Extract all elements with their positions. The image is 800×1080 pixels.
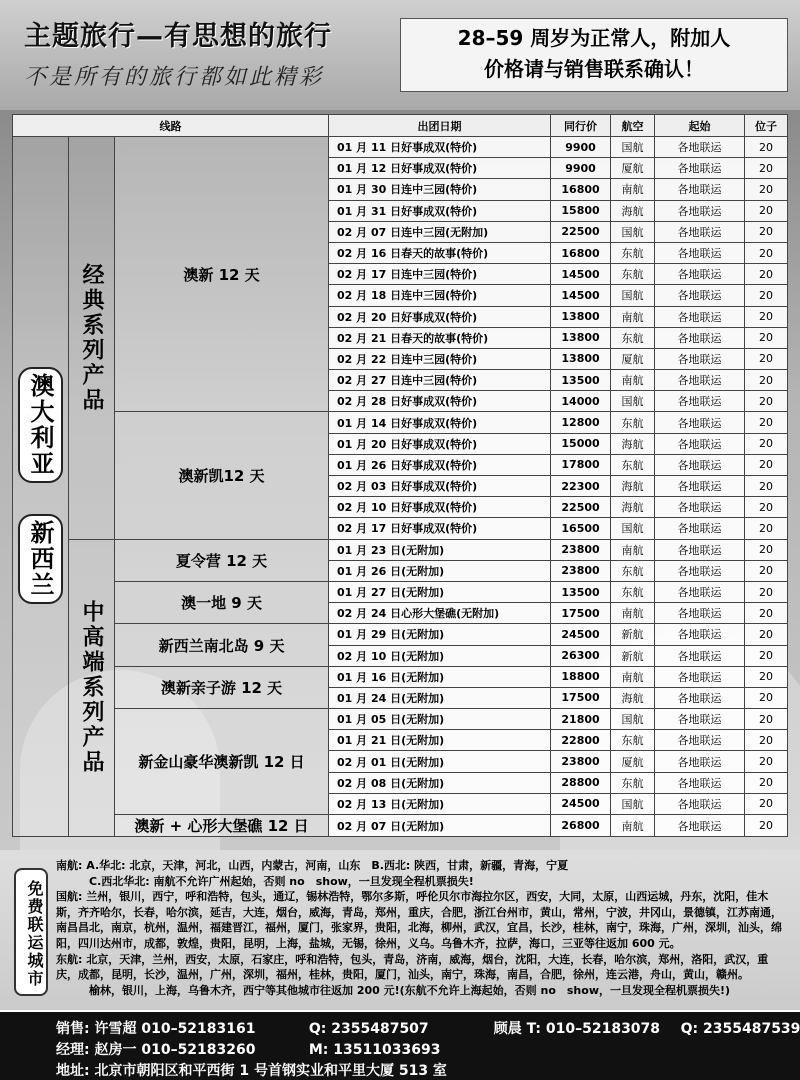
departure-date: 01 月 27 日(无附加) bbox=[329, 581, 551, 602]
series-cell-premium bbox=[69, 539, 115, 836]
seat-count: 20 bbox=[745, 624, 788, 645]
start-city: 各地联运 bbox=[655, 221, 745, 242]
manager-mobile: M: 13511033693 bbox=[308, 1042, 441, 1058]
departure-date: 02 月 03 日好事成双(特价) bbox=[329, 476, 551, 497]
airline: 海航 bbox=[611, 200, 655, 221]
seat-count: 20 bbox=[745, 815, 788, 837]
table-row bbox=[13, 624, 788, 645]
seat-count: 20 bbox=[745, 581, 788, 602]
departure-date: 01 月 30 日连中三园(特价) bbox=[329, 179, 551, 200]
route-name: 澳新 12 天 bbox=[115, 137, 329, 412]
start-city: 各地联运 bbox=[655, 348, 745, 369]
header-banner bbox=[0, 0, 800, 110]
region-label-newzealand: 新西兰 bbox=[18, 514, 63, 604]
start-city: 各地联运 bbox=[655, 666, 745, 687]
seat-count: 20 bbox=[745, 645, 788, 666]
col-header-airline: 航空 bbox=[611, 115, 655, 137]
route-table-section bbox=[0, 110, 800, 850]
route-name: 澳新亲子游 12 天 bbox=[115, 666, 329, 708]
seat-count: 20 bbox=[745, 433, 788, 454]
seat-count: 20 bbox=[745, 666, 788, 687]
sales-contact-2: 顾晨 T: 010–52183078 bbox=[493, 1021, 661, 1037]
departure-date: 01 月 31 日好事成双(特价) bbox=[329, 200, 551, 221]
free-transfer-title: 免费联运城市 bbox=[14, 868, 48, 996]
table-row bbox=[13, 581, 788, 602]
trade-price: 17800 bbox=[551, 454, 611, 475]
airline: 新航 bbox=[611, 645, 655, 666]
col-header-date: 出团日期 bbox=[329, 115, 551, 137]
trade-price: 12800 bbox=[551, 412, 611, 433]
manager-contact: 经理: 赵房一 010–52183260 bbox=[56, 1042, 256, 1058]
slogan-sub: 不是所有的旅行都如此精彩 bbox=[24, 65, 325, 90]
airline: 南航 bbox=[611, 603, 655, 624]
airline: 东航 bbox=[611, 560, 655, 581]
start-city: 各地联运 bbox=[655, 815, 745, 837]
seat-count: 20 bbox=[745, 709, 788, 730]
seat-count: 20 bbox=[745, 518, 788, 539]
free-transfer-section bbox=[0, 850, 800, 1010]
departure-date: 02 月 22 日连中三园(特价) bbox=[329, 348, 551, 369]
seat-count: 20 bbox=[745, 603, 788, 624]
col-header-route: 线路 bbox=[13, 115, 329, 137]
airline: 国航 bbox=[611, 137, 655, 158]
route-name: 新金山豪华澳新凯 12 日 bbox=[115, 709, 329, 815]
departure-date: 02 月 07 日(无附加) bbox=[329, 815, 551, 837]
start-city: 各地联运 bbox=[655, 539, 745, 560]
start-city: 各地联运 bbox=[655, 327, 745, 348]
trade-price: 17500 bbox=[551, 687, 611, 708]
airline: 南航 bbox=[611, 370, 655, 391]
trade-price: 17500 bbox=[551, 603, 611, 624]
trade-price: 23800 bbox=[551, 751, 611, 772]
departure-date: 02 月 16 日春天的故事(特价) bbox=[329, 242, 551, 263]
trade-price: 9900 bbox=[551, 137, 611, 158]
departure-date: 02 月 21 日春天的故事(特价) bbox=[329, 327, 551, 348]
trade-price: 16800 bbox=[551, 242, 611, 263]
airline: 海航 bbox=[611, 433, 655, 454]
table-row bbox=[13, 412, 788, 433]
departure-date: 01 月 05 日(无附加) bbox=[329, 709, 551, 730]
trade-price: 15800 bbox=[551, 200, 611, 221]
seat-count: 20 bbox=[745, 497, 788, 518]
airline: 东航 bbox=[611, 412, 655, 433]
start-city: 各地联运 bbox=[655, 476, 745, 497]
start-city: 各地联运 bbox=[655, 242, 745, 263]
trade-price: 26800 bbox=[551, 815, 611, 837]
trade-price: 16500 bbox=[551, 518, 611, 539]
airline: 国航 bbox=[611, 709, 655, 730]
col-header-price: 同行价 bbox=[551, 115, 611, 137]
departure-date: 02 月 08 日(无附加) bbox=[329, 772, 551, 793]
notice-line-1: 28–59 周岁为正常人，附加人 bbox=[457, 26, 731, 50]
airline: 海航 bbox=[611, 476, 655, 497]
start-city: 各地联运 bbox=[655, 730, 745, 751]
seat-count: 20 bbox=[745, 560, 788, 581]
seat-count: 20 bbox=[745, 158, 788, 179]
seat-count: 20 bbox=[745, 221, 788, 242]
trade-price: 13500 bbox=[551, 370, 611, 391]
start-city: 各地联运 bbox=[655, 560, 745, 581]
trade-price: 23800 bbox=[551, 539, 611, 560]
col-header-start: 起始 bbox=[655, 115, 745, 137]
series-label-premium: 中高端系列产品 bbox=[79, 600, 104, 776]
series-cell-classic bbox=[69, 137, 115, 540]
seat-count: 20 bbox=[745, 730, 788, 751]
seat-count: 20 bbox=[745, 412, 788, 433]
start-city: 各地联运 bbox=[655, 581, 745, 602]
seat-count: 20 bbox=[745, 179, 788, 200]
trade-price: 13800 bbox=[551, 306, 611, 327]
airline: 国航 bbox=[611, 391, 655, 412]
start-city: 各地联运 bbox=[655, 412, 745, 433]
trade-price: 13800 bbox=[551, 327, 611, 348]
departure-date: 02 月 28 日好事成双(特价) bbox=[329, 391, 551, 412]
seat-count: 20 bbox=[745, 370, 788, 391]
trade-price: 14500 bbox=[551, 264, 611, 285]
trade-price: 14500 bbox=[551, 285, 611, 306]
airline: 厦航 bbox=[611, 158, 655, 179]
start-city: 各地联运 bbox=[655, 603, 745, 624]
airline: 国航 bbox=[611, 285, 655, 306]
table-row bbox=[13, 539, 788, 560]
slogan-main: 主题旅行—有思想的旅行 bbox=[24, 21, 332, 52]
trade-price: 28800 bbox=[551, 772, 611, 793]
airline: 海航 bbox=[611, 497, 655, 518]
airline: 国航 bbox=[611, 221, 655, 242]
airline: 厦航 bbox=[611, 751, 655, 772]
table-header-row bbox=[13, 115, 788, 137]
airline: 东航 bbox=[611, 264, 655, 285]
airline: 东航 bbox=[611, 327, 655, 348]
trade-price: 24500 bbox=[551, 793, 611, 814]
start-city: 各地联运 bbox=[655, 137, 745, 158]
trade-price: 22500 bbox=[551, 221, 611, 242]
airline: 海航 bbox=[611, 687, 655, 708]
qq-contact-1: Q: 2355487507 bbox=[308, 1021, 429, 1037]
airline: 国航 bbox=[611, 518, 655, 539]
departure-date: 01 月 16 日(无附加) bbox=[329, 666, 551, 687]
departure-date: 01 月 23 日(无附加) bbox=[329, 539, 551, 560]
trade-price: 24500 bbox=[551, 624, 611, 645]
trade-price: 9900 bbox=[551, 158, 611, 179]
route-name: 新西兰南北岛 9 天 bbox=[115, 624, 329, 666]
seat-count: 20 bbox=[745, 137, 788, 158]
departure-date: 01 月 29 日(无附加) bbox=[329, 624, 551, 645]
trade-price: 14000 bbox=[551, 391, 611, 412]
seat-count: 20 bbox=[745, 793, 788, 814]
departure-date: 02 月 17 日好事成双(特价) bbox=[329, 518, 551, 539]
trade-price: 22500 bbox=[551, 497, 611, 518]
table-row bbox=[13, 666, 788, 687]
start-city: 各地联运 bbox=[655, 793, 745, 814]
start-city: 各地联运 bbox=[655, 264, 745, 285]
departure-date: 02 月 20 日好事成双(特价) bbox=[329, 306, 551, 327]
airline: 南航 bbox=[611, 306, 655, 327]
departure-date: 02 月 10 日(无附加) bbox=[329, 645, 551, 666]
departure-date: 01 月 14 日好事成双(特价) bbox=[329, 412, 551, 433]
transfer-line: 南航: A.华北: 北京，天津，河北，山西，内蒙古，河南，山东 B.西北: 陕西，甘肃，新疆，青海，宁夏 bbox=[56, 859, 569, 872]
seat-count: 20 bbox=[745, 772, 788, 793]
trade-price: 13800 bbox=[551, 348, 611, 369]
seat-count: 20 bbox=[745, 391, 788, 412]
departure-date: 02 月 07 日连中三园(无附加) bbox=[329, 221, 551, 242]
trade-price: 22800 bbox=[551, 730, 611, 751]
start-city: 各地联运 bbox=[655, 179, 745, 200]
trade-price: 18800 bbox=[551, 666, 611, 687]
departure-date: 02 月 27 日连中三园(特价) bbox=[329, 370, 551, 391]
airline: 国航 bbox=[611, 793, 655, 814]
departure-date: 01 月 20 日好事成双(特价) bbox=[329, 433, 551, 454]
start-city: 各地联运 bbox=[655, 687, 745, 708]
departure-date: 01 月 21 日(无附加) bbox=[329, 730, 551, 751]
seat-count: 20 bbox=[745, 751, 788, 772]
departure-date: 02 月 18 日连中三园(特价) bbox=[329, 285, 551, 306]
airline: 东航 bbox=[611, 581, 655, 602]
airline: 东航 bbox=[611, 454, 655, 475]
start-city: 各地联运 bbox=[655, 709, 745, 730]
start-city: 各地联运 bbox=[655, 497, 745, 518]
trade-price: 22300 bbox=[551, 476, 611, 497]
start-city: 各地联运 bbox=[655, 454, 745, 475]
airline: 东航 bbox=[611, 772, 655, 793]
seat-count: 20 bbox=[745, 476, 788, 497]
seat-count: 20 bbox=[745, 264, 788, 285]
start-city: 各地联运 bbox=[655, 200, 745, 221]
transfer-line: 榆林，银川，上海，乌鲁木齐，西宁等其他城市往返加 200 元!(东航不允许上海起始，否则 no show，一旦发现全程机票损失!) bbox=[56, 983, 731, 997]
seat-count: 20 bbox=[745, 687, 788, 708]
departure-date: 02 月 10 日好事成双(特价) bbox=[329, 497, 551, 518]
notice-line-2: 价格请与销售联系确认！ bbox=[484, 57, 704, 81]
seat-count: 20 bbox=[745, 539, 788, 560]
airline: 南航 bbox=[611, 179, 655, 200]
seat-count: 20 bbox=[745, 285, 788, 306]
departure-date: 02 月 17 日连中三园(特价) bbox=[329, 264, 551, 285]
series-label-classic: 经典系列产品 bbox=[79, 262, 104, 413]
route-name: 澳一地 9 天 bbox=[115, 581, 329, 623]
age-notice bbox=[400, 18, 788, 92]
col-header-seats: 位子 bbox=[745, 115, 788, 137]
transfer-line: C.西北华北: 南航不允许广州起始，否则 no show，一旦发现全程机票损失! bbox=[56, 874, 474, 888]
trade-price: 16800 bbox=[551, 179, 611, 200]
table-row bbox=[13, 709, 788, 730]
trade-price: 26300 bbox=[551, 645, 611, 666]
region-cell bbox=[13, 137, 69, 837]
start-city: 各地联运 bbox=[655, 158, 745, 179]
start-city: 各地联运 bbox=[655, 624, 745, 645]
airline: 南航 bbox=[611, 666, 655, 687]
route-name: 夏令营 12 天 bbox=[115, 539, 329, 581]
trade-price: 21800 bbox=[551, 709, 611, 730]
start-city: 各地联运 bbox=[655, 751, 745, 772]
route-table bbox=[12, 114, 788, 837]
free-transfer-list bbox=[56, 858, 790, 998]
start-city: 各地联运 bbox=[655, 370, 745, 391]
departure-date: 02 月 24 日心形大堡礁(无附加) bbox=[329, 603, 551, 624]
trade-price: 23800 bbox=[551, 560, 611, 581]
airline: 东航 bbox=[611, 242, 655, 263]
seat-count: 20 bbox=[745, 327, 788, 348]
trade-price: 13500 bbox=[551, 581, 611, 602]
departure-date: 02 月 01 日(无附加) bbox=[329, 751, 551, 772]
start-city: 各地联运 bbox=[655, 433, 745, 454]
transfer-line: 国航: 兰州，银川，西宁，呼和浩特，包头，通辽，锡林浩特，鄂尔多斯，呼伦贝尔市海拉尔区，西安，大同，太原，山西运城，丹东，沈阳，佳木斯，齐齐哈尔，长春，哈尔滨，延吉，大连，烟台，威海，青岛，郑州，重庆，合肥，浙江台州市，黄山，常州，宁波，井冈山，景德镇，江苏南通，南昌昌北，南京，杭州，温州，福建晋江，福州，厦门，张家界，贵阳，北海，柳州，武汉，宜昌，长沙，桂林，南宁，珠海，广州，深圳，汕头，绵阳，四川达州市，成都，敦煌，贵阳，昆明，上海，盐城，无锡，徐州，义乌。乌鲁木齐，拉萨，海口，三亚等往返加 600 元。 bbox=[56, 890, 782, 950]
departure-date: 01 月 12 日好事成双(特价) bbox=[329, 158, 551, 179]
route-name: 澳新 + 心形大堡礁 12 日 bbox=[115, 815, 329, 837]
transfer-line: 东航: 北京，天津，兰州，西安，太原，石家庄，呼和浩特，包头，青岛，济南，威海，烟台，沈阳，大连，长春，哈尔滨，郑州，洛阳，武汉，重庆，成都，昆明，长沙，温州，广州，深圳，福州，桂林，贵阳，厦门，汕头，南宁，珠海，南昌，合肥，徐州，连云港，舟山，黄山，赣州。 bbox=[56, 952, 769, 982]
table-row bbox=[13, 815, 788, 837]
departure-date: 01 月 26 日好事成双(特价) bbox=[329, 454, 551, 475]
seat-count: 20 bbox=[745, 454, 788, 475]
sales-contact-1: 销售: 许雪超 010–52183161 bbox=[56, 1021, 256, 1037]
seat-count: 20 bbox=[745, 306, 788, 327]
airline: 南航 bbox=[611, 539, 655, 560]
departure-date: 01 月 24 日(无附加) bbox=[329, 687, 551, 708]
airline: 南航 bbox=[611, 815, 655, 837]
start-city: 各地联运 bbox=[655, 285, 745, 306]
departure-date: 01 月 26 日(无附加) bbox=[329, 560, 551, 581]
airline: 东航 bbox=[611, 730, 655, 751]
start-city: 各地联运 bbox=[655, 391, 745, 412]
seat-count: 20 bbox=[745, 200, 788, 221]
start-city: 各地联运 bbox=[655, 518, 745, 539]
departure-date: 01 月 11 日好事成双(特价) bbox=[329, 137, 551, 158]
table-row bbox=[13, 137, 788, 158]
seat-count: 20 bbox=[745, 242, 788, 263]
office-address: 地址: 北京市朝阳区和平西街 1 号首钢实业和平里大厦 513 室 bbox=[56, 1063, 447, 1079]
airline: 厦航 bbox=[611, 348, 655, 369]
contact-footer bbox=[0, 1012, 800, 1080]
seat-count: 20 bbox=[745, 348, 788, 369]
route-name: 澳新凯12 天 bbox=[115, 412, 329, 539]
trade-price: 15000 bbox=[551, 433, 611, 454]
departure-date: 02 月 13 日(无附加) bbox=[329, 793, 551, 814]
start-city: 各地联运 bbox=[655, 772, 745, 793]
start-city: 各地联运 bbox=[655, 306, 745, 327]
region-label-australia: 澳大利亚 bbox=[18, 367, 63, 483]
qq-contact-2: Q: 2355487539 bbox=[680, 1021, 800, 1037]
start-city: 各地联运 bbox=[655, 645, 745, 666]
airline: 新航 bbox=[611, 624, 655, 645]
